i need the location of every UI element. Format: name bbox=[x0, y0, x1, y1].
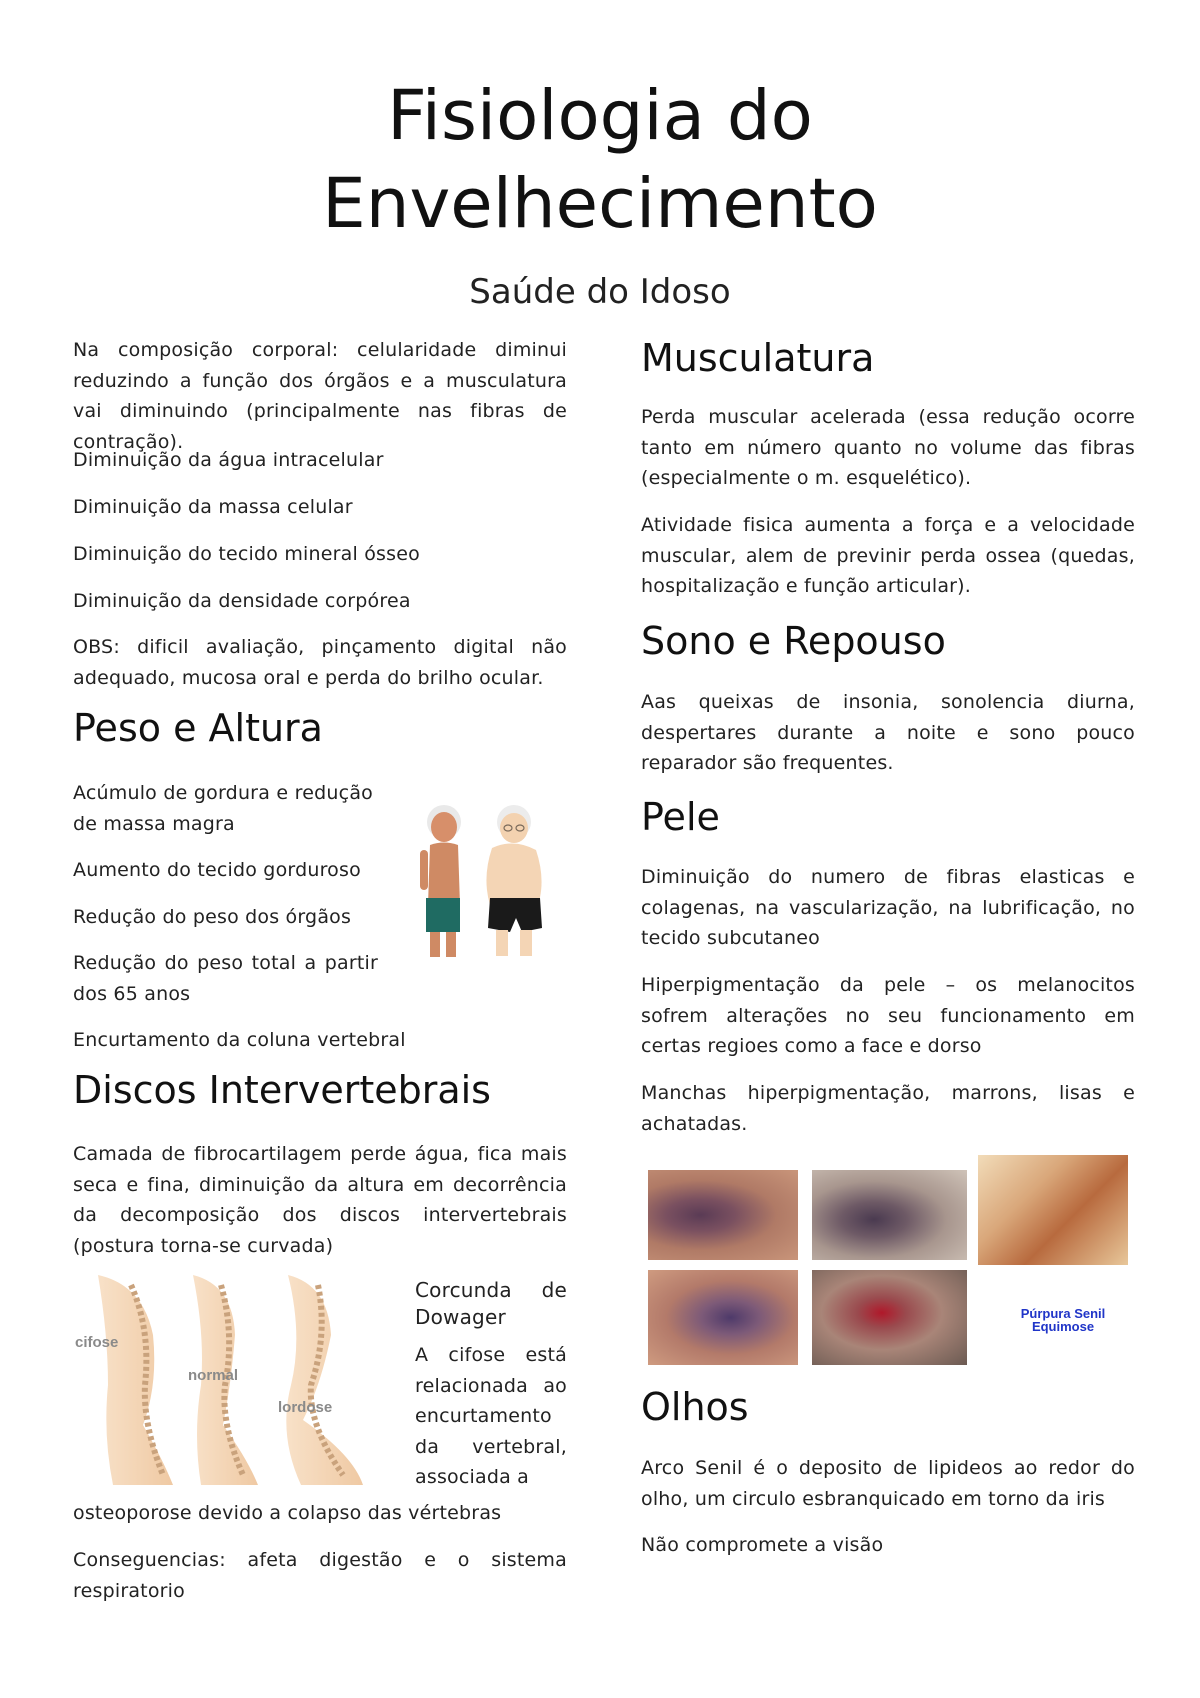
peso-heading: Peso e Altura bbox=[73, 706, 323, 750]
purpura-caption bbox=[998, 1307, 1128, 1333]
list-item: Diminuição da água intracelular bbox=[73, 449, 384, 471]
musculatura-paragraph-2: Atividade fisica aumenta a força e a velocidade muscular, alem de previnir perda ossea (quedas, hospitalização e função articular). bbox=[641, 514, 1135, 597]
purpura-caption-line2: Equimose bbox=[1031, 1319, 1095, 1334]
skin-anatomy-diagram bbox=[978, 1155, 1128, 1265]
cifose-paragraph-a: A cifose está relacionada ao encurtamento da vertebral, associada a bbox=[415, 1344, 567, 1488]
peso-item: Redução do peso dos órgãos bbox=[73, 906, 352, 928]
intro-paragraph: Na composição corporal: celularidade diminui reduzindo a função dos órgãos e a musculatura vai diminuindo (principalmente nas fibras de contração). bbox=[73, 339, 567, 453]
musculatura-paragraph-1: Perda muscular acelerada (essa redução ocorre tanto em número quanto no volume das fibras (especialmente o m. esquelético). bbox=[641, 406, 1135, 489]
page-title bbox=[0, 72, 1200, 248]
consequencias-paragraph: Conseguencias: afeta digestão e o sistema respiratorio bbox=[73, 1549, 567, 1602]
pele-heading: Pele bbox=[641, 795, 720, 839]
spine-label-lordose: lordose bbox=[278, 1399, 333, 1416]
purpura-caption-line1: Púrpura Senil bbox=[1020, 1306, 1106, 1321]
peso-item: Aumento do tecido gorduroso bbox=[73, 859, 361, 881]
cifose-paragraph-b: osteoporose devido a colapso das vértebras bbox=[73, 1502, 502, 1524]
page-subtitle: Saúde do Idoso bbox=[469, 272, 731, 312]
intro-section bbox=[73, 335, 567, 457]
skin-photo-4 bbox=[812, 1270, 967, 1365]
discos-paragraph: Camada de fibrocartilagem perde água, fica mais seca e fina, diminuição da altura em decorrência da decomposição dos discos intervertebrais (postura torna-se curvada) bbox=[73, 1143, 567, 1257]
olhos-paragraph-1: Arco Senil é o deposito de lipideos ao redor do olho, um circulo esbranquicado em torno da iris bbox=[641, 1457, 1135, 1510]
obs-paragraph: OBS: dificil avaliação, pinçamento digital não adequado, mucosa oral e perda do brilho ocular. bbox=[73, 636, 567, 689]
skin-photo-3 bbox=[648, 1270, 798, 1365]
pele-paragraph-1: Diminuição do numero de fibras elasticas e colagenas, na vascularização, na lubrificação, no tecido subcutaneo bbox=[641, 866, 1135, 949]
pele-paragraph-2: Hiperpigmentação da pele – os melanocitos sofrem alterações no seu funcionamento em certas regioes como a face e dorso bbox=[641, 974, 1135, 1057]
sono-heading: Sono e Repouso bbox=[641, 619, 946, 663]
pele-paragraph-3: Manchas hiperpigmentação, marrons, lisas e achatadas. bbox=[641, 1082, 1135, 1135]
skin-photo-1 bbox=[648, 1170, 798, 1260]
list-item: Diminuição da massa celular bbox=[73, 496, 353, 518]
elderly-men-illustration bbox=[412, 800, 552, 960]
list-item: Diminuição do tecido mineral ósseo bbox=[73, 543, 420, 565]
peso-item: Acúmulo de gordura e redução de massa magra bbox=[73, 782, 373, 835]
corcunda-label: Corcunda de Dowager bbox=[415, 1278, 567, 1329]
peso-item: Encurtamento da coluna vertebral bbox=[73, 1029, 406, 1051]
sono-paragraph: Aas queixas de insonia, sonolencia diurna, despertares durante a noite e sono pouco reparador são frequentes. bbox=[641, 691, 1135, 774]
discos-heading: Discos Intervertebrais bbox=[73, 1068, 491, 1112]
page-title-line2: Envelhecimento bbox=[322, 164, 878, 244]
olhos-paragraph-2: Não compromete a visão bbox=[641, 1534, 884, 1556]
peso-item: Redução do peso total a partir dos 65 anos bbox=[73, 952, 378, 1005]
spine-label-normal: normal bbox=[188, 1367, 239, 1384]
spine-label-cifose: cifose bbox=[75, 1334, 119, 1351]
musculatura-heading: Musculatura bbox=[641, 336, 875, 380]
list-item: Diminuição da densidade corpórea bbox=[73, 590, 411, 612]
skin-photo-2 bbox=[812, 1170, 967, 1260]
spine-posture-illustration bbox=[73, 1275, 393, 1485]
page-title-line1: Fisiologia do bbox=[387, 76, 813, 156]
olhos-heading: Olhos bbox=[641, 1385, 749, 1429]
